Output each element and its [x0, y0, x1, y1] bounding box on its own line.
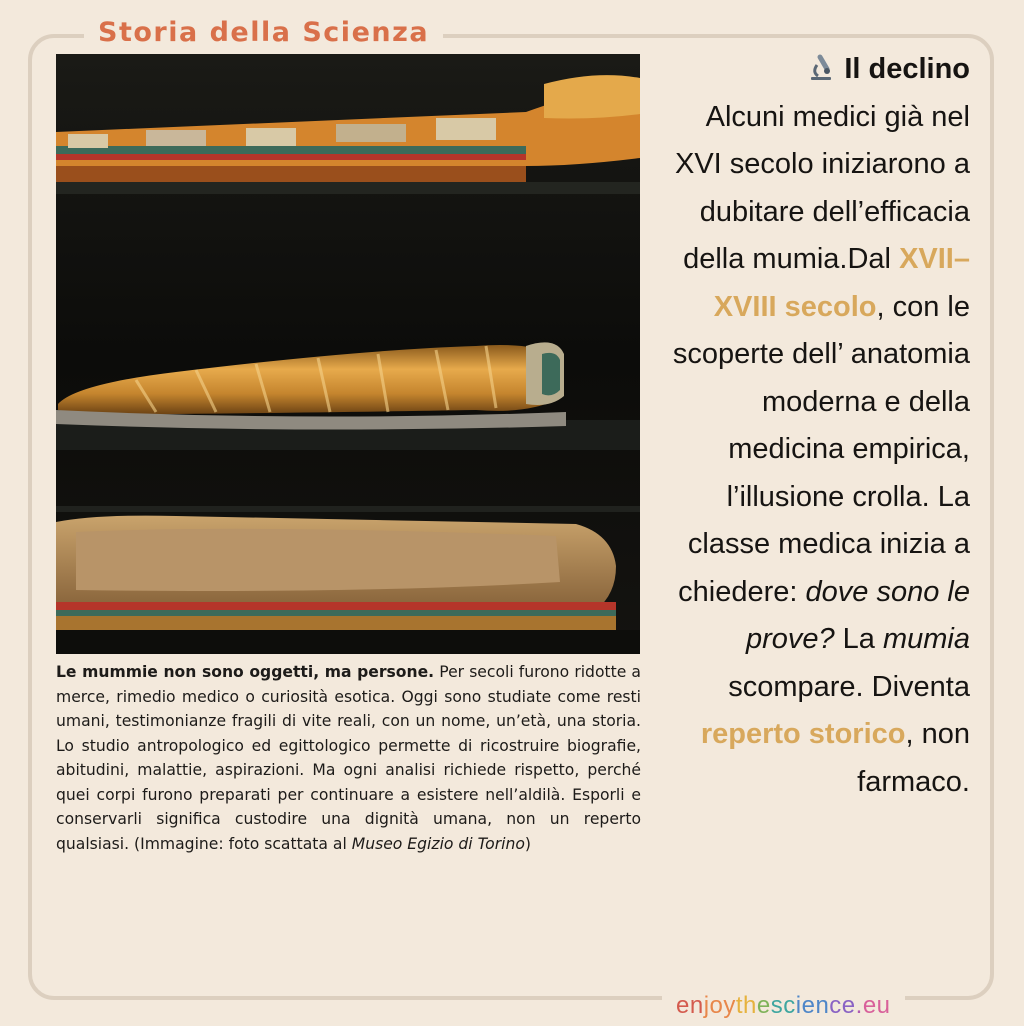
brand-title: Storia della Scienza — [84, 14, 443, 52]
body-part-3: La — [834, 623, 883, 655]
question-text: dove sono le prove? — [745, 575, 970, 655]
mumia-word: mumia — [882, 623, 970, 655]
highlight-reperto: reperto storico — [700, 718, 906, 750]
site-part: sc — [770, 992, 796, 1019]
site-part: ien — [795, 992, 830, 1019]
body-part-5: , non farmaco. — [857, 718, 970, 798]
site-part: ce — [829, 992, 856, 1019]
caption-museum: Museo Egizio di Torino — [351, 834, 525, 853]
site-part: en — [676, 992, 704, 1019]
caption-bold: Le mummie non sono oggetti, ma persone. — [56, 663, 435, 681]
section-heading — [652, 46, 970, 94]
microscope-icon — [806, 53, 836, 85]
body-part-1: Alcuni medici già nel XVI secolo iniziarono a dubitare dell’efficacia della mumia.Dal — [675, 100, 970, 275]
body-part-2: , con le scoperte dell’ anatomia moderna e della medicina empirica, l’illusione crolla. La classe medica inizia a chiedere: — [672, 290, 970, 608]
heading-text: Il declino — [844, 53, 970, 85]
site-part: e — [756, 992, 771, 1019]
site-part: . — [855, 992, 863, 1019]
body-paragraph — [652, 94, 970, 807]
side-text — [652, 46, 970, 806]
site-part: eu — [862, 992, 891, 1019]
site-part: joy — [703, 992, 736, 1019]
highlight-century: XVII–XVIII secolo — [713, 243, 970, 323]
site-part: th — [735, 992, 757, 1019]
caption-end: ) — [524, 834, 531, 853]
footer-website[interactable] — [662, 986, 905, 1026]
museum-photo — [56, 54, 640, 654]
caption-text: Per secoli furono ridotte a merce, rimedio medico o curiosità esotica. Oggi sono studiate come resti umani, testimonianze fragili di vite reali, con un nome, un’età, una storia. Lo studio antropologico ed egittologico permette di ricostruire biografie, abitudini, malattie, aspirazioni. Ma ogni analisi richiede rispetto, perché quei corpi furono preparati per continuare a esistere nell’aldilà. Esporli e conservarli significa custodire una dignità umana, non un reperto qualsiasi. (Immagine: foto scattata al — [56, 663, 641, 853]
body-part-4: scompare. Diventa — [728, 670, 970, 703]
photo-caption — [56, 660, 641, 856]
mummies-image — [56, 54, 640, 654]
